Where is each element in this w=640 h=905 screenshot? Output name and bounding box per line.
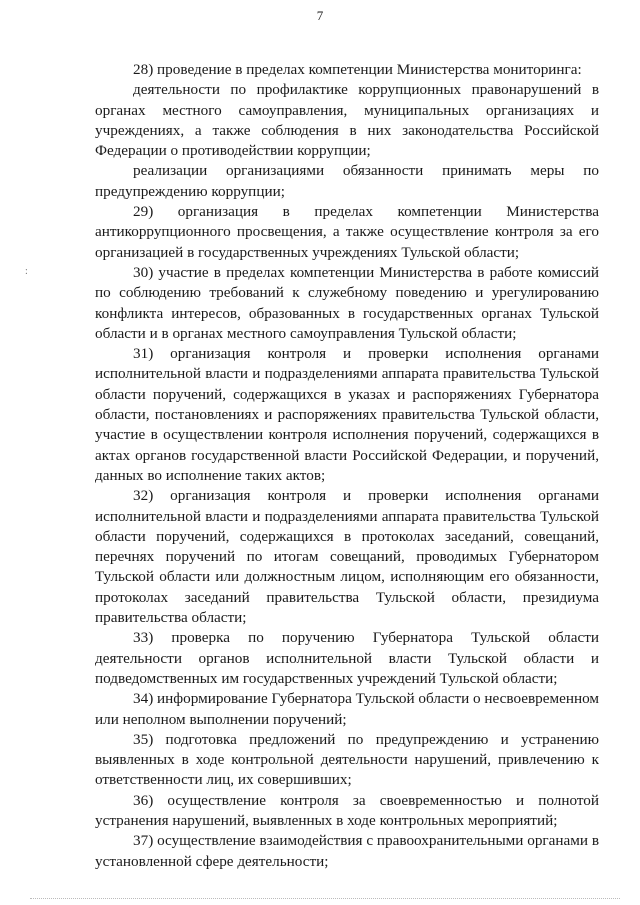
paragraph-28: 28) проведение в пределах компетенции Министерства мониторинга: xyxy=(133,61,582,78)
paragraph-29: 29) организация в пределах компетенции Министерства антикоррупционного просвещения, а также осуществление контроля за его организацией в государственных учреждениях Тульской области; xyxy=(95,203,599,261)
paragraph-35: 35) подготовка предложений по предупреждению и устранению выявленных в ходе контрольной деятельности нарушений, привлечению к ответственности лиц, их совершивших; xyxy=(95,730,599,789)
paragraph-28-item-2: реализации организациями обязанности принимать меры по предупреждению коррупции; xyxy=(95,162,599,200)
paragraph-28-item-1: деятельности по профилактике коррупционных правонарушений в органах местного самоуправления, муниципальных организациях и учреждениях, а также соблюдения в них законодательства Российской Федерации о противодействии коррупции; xyxy=(95,81,599,160)
margin-mark: : xyxy=(25,266,28,277)
document-body xyxy=(95,60,599,872)
paragraph-33: 33) проверка по поручению Губернатора Тульской области деятельности органов исполнительной власти Тульской области и подведомственных им государственных учреждений Тульской области; xyxy=(95,629,599,687)
paragraph-36: 36) осуществление контроля за своевременностью и полнотой устранения нарушений, выявленных в ходе контрольных мероприятий; xyxy=(95,791,599,829)
paragraph-34: 34) информирование Губернатора Тульской области о несвоевременном или неполном выполнении поручений; xyxy=(95,690,599,728)
paragraph-30: 30) участие в пределах компетенции Министерства в работе комиссий по соблюдению требований к служебному поведению и урегулированию конфликта интересов, образованных в государственных органах Тульской области и в органах местного самоуправления Тульской области; xyxy=(95,263,599,342)
paragraph-37: 37) осуществление взаимодействия с правоохранительными органами в установленной сфере деятельности; xyxy=(95,832,599,870)
paragraph-32: 32) организация контроля и проверки исполнения органами исполнительной власти и подразделениями аппарата правительства Тульской области поручений, содержащихся в протоколах заседаний, совещаний, перечнях поручений по итогам совещаний, проводимых Губернатором Тульской области или должностным лицом, исполняющим его обязанности, протоколах заседаний правительства Тульской области, президиума правительства области; xyxy=(95,487,599,627)
paragraph-31: 31) организация контроля и проверки исполнения органами исполнительной власти и подразделениями аппарата правительства Тульской области поручений, содержащихся в указах и распоряжениях Губернатора области, постановлениях и распоряжениях правительства Тульской области, участие в осуществлении контроля исполнения поручений, содержащихся в актах органов государственной власти Российской Федерации, и поручений, данных во исполнение таких актов; xyxy=(95,345,599,484)
scan-edge-noise xyxy=(30,894,620,899)
page-number: 7 xyxy=(316,8,324,23)
